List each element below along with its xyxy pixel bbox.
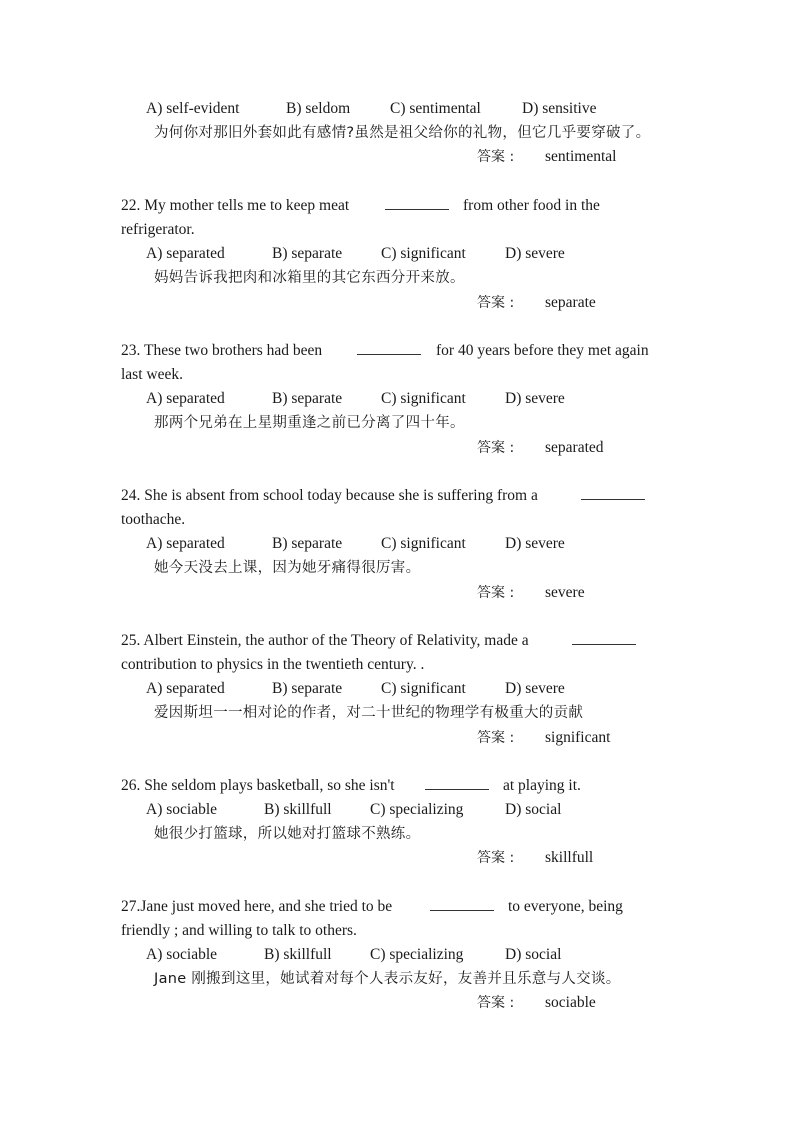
q27-answer-label: 答案 : — [477, 995, 515, 1011]
q22-option-a: A) separated — [146, 245, 225, 262]
q21-answer: sentimental — [545, 148, 617, 165]
q25-stem-part1: 25. Albert Einstein, the author of the Theory of Relativity, made a — [121, 632, 529, 649]
q23-stem-part2: for 40 years before they met again — [436, 342, 649, 359]
q22-stem-part1: 22. My mother tells me to keep meat — [121, 197, 350, 214]
q26-option-a: A) sociable — [146, 801, 218, 818]
q21-translation: 为何你对那旧外套如此有感情?虽然是祖父给你的礼物，但它几乎要穿破了。 — [154, 125, 651, 141]
q22-option-d: D) severe — [505, 245, 565, 262]
q26-stem-part1: 26. She seldom plays basketball, so she isn't — [121, 777, 395, 794]
q23-answer: separated — [545, 439, 604, 456]
q27-option-d: D) social — [505, 946, 562, 963]
q23-translation: 那两个兄弟在上星期重逢之前已分离了四十年。 — [154, 415, 465, 431]
q22-answer: separate — [545, 294, 596, 311]
q27-option-a: A) sociable — [146, 946, 218, 963]
q27-option-b: B) skillfull — [264, 946, 332, 963]
q27-option-c: C) specializing — [370, 946, 464, 963]
q26-option-d: D) social — [505, 801, 562, 818]
q22-option-c: C) significant — [381, 245, 466, 262]
q26-option-c: C) specializing — [370, 801, 464, 818]
q26-translation: 她很少打篮球，所以她对打篮球不熟练。 — [154, 826, 421, 842]
q24-option-a: A) separated — [146, 535, 225, 552]
q21-option-d: D) sensitive — [522, 100, 597, 117]
q21-option-a: A) self-evident — [146, 100, 240, 117]
q23-stem-part1: 23. These two brothers had been — [121, 342, 323, 359]
q25-stem-line2: contribution to physics in the twentieth century. . — [121, 656, 425, 673]
q24-stem-part1: 24. She is absent from school today because she is suffering from a — [121, 487, 538, 504]
q23-option-d: D) severe — [505, 390, 565, 407]
q25-option-b: B) separate — [272, 680, 343, 697]
q25-translation: 爱因斯坦一一相对论的作者，对二十世纪的物理学有极重大的贡献 — [154, 705, 584, 721]
q27-blank — [428, 896, 496, 918]
q24-option-d: D) severe — [505, 535, 565, 552]
q22-stem-part2: from other food in the — [463, 197, 600, 214]
q25-option-d: D) severe — [505, 680, 565, 697]
q24-translation: 她今天没去上课，因为她牙痛得很厉害。 — [154, 560, 421, 576]
q25-answer-label: 答案 : — [477, 730, 515, 746]
q22-translation: 妈妈告诉我把肉和冰箱里的其它东西分开来放。 — [154, 270, 465, 286]
q22-option-b: B) separate — [272, 245, 343, 262]
q24-option-c: C) significant — [381, 535, 466, 552]
q21-option-b: B) seldom — [286, 100, 351, 117]
q21-answer-label: 答案 : — [477, 149, 515, 165]
q22-stem-line2: refrigerator. — [121, 221, 195, 238]
q24-answer: severe — [545, 584, 585, 601]
q27-stem-part1: 27.Jane just moved here, and she tried to be — [121, 898, 393, 915]
q25-option-c: C) significant — [381, 680, 466, 697]
q23-option-a: A) separated — [146, 390, 225, 407]
q23-blank — [355, 340, 423, 362]
q23-answer-label: 答案 : — [477, 440, 515, 456]
q27-stem-line2: friendly ; and willing to talk to others. — [121, 922, 357, 939]
q26-answer-label: 答案 : — [477, 850, 515, 866]
q26-answer: skillfull — [545, 849, 594, 866]
q22-answer-label: 答案 : — [477, 295, 515, 311]
q27-stem-part2: to everyone, being — [508, 898, 623, 915]
q26-option-b: B) skillfull — [264, 801, 332, 818]
q27-answer: sociable — [545, 994, 596, 1011]
q25-option-a: A) separated — [146, 680, 225, 697]
q26-stem-part2: at playing it. — [503, 777, 581, 794]
q24-option-b: B) separate — [272, 535, 343, 552]
q26-blank — [423, 775, 491, 797]
q25-blank — [570, 630, 638, 652]
q22-blank — [383, 195, 451, 217]
q25-answer: significant — [545, 729, 611, 746]
q24-answer-label: 答案 : — [477, 585, 515, 601]
q27-translation: Jane 刚搬到这里，她试着对每个人表示友好，友善并且乐意与人交谈。 — [154, 971, 621, 987]
q24-blank — [579, 485, 647, 507]
q23-option-c: C) significant — [381, 390, 466, 407]
q23-stem-line2: last week. — [121, 366, 183, 383]
q23-option-b: B) separate — [272, 390, 343, 407]
q21-option-c: C) sentimental — [390, 100, 481, 117]
q24-stem-line2: toothache. — [121, 511, 186, 528]
